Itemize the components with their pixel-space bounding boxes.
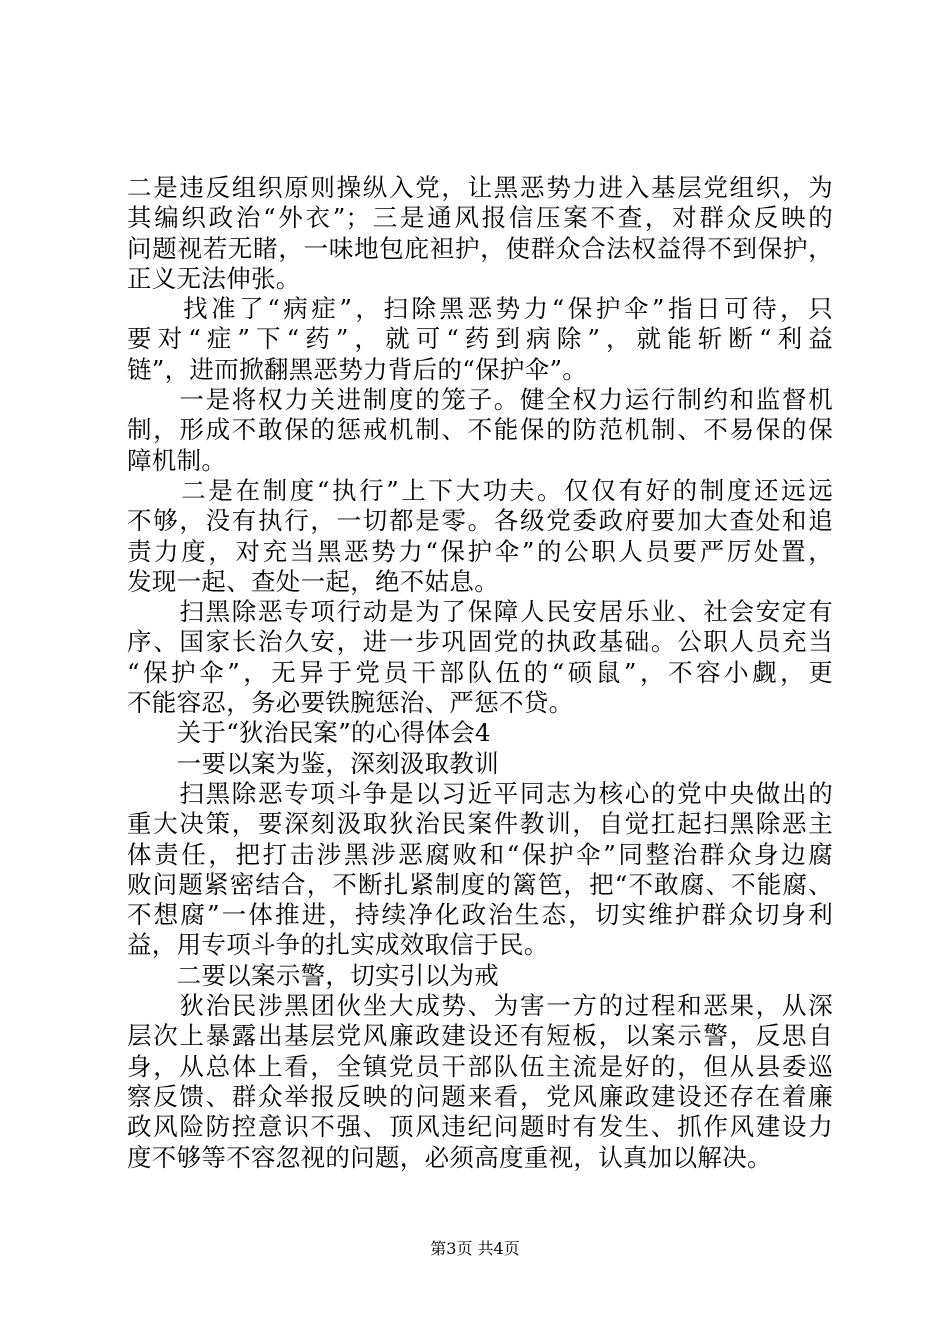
page-footer: 第3页 共4页 [430,1239,520,1258]
text-line: 身，从总体上看，全镇党员干部队伍主流是好的，但从县委巡 [127,1051,833,1081]
text-line: 政风险防控意识不强、顶风违纪问题时有发生、抓作风建设力 [127,1112,833,1142]
text-line: 其编织政治“外衣”；三是通风报信压案不查，对群众反映的 [127,203,833,233]
text-line: 二要以案示警，切实引以为戒 [127,960,499,990]
text-line: 一要以案为鉴，深刻汲取教训 [127,748,499,778]
text-line: 制，形成不敢保的惩戒机制、不能保的防范机制、不易保的保 [127,415,833,445]
text-line: 不想腐”一体推进，持续净化政治生态，切实维护群众切身利 [127,900,833,930]
text-line: 层次上暴露出基层党风廉政建设还有短板，以案示警，反思自 [127,1021,833,1051]
text-line: 序、国家长治久安，进一步巩固党的执政基础。公职人员充当 [127,627,833,657]
text-line: 体责任，把打击涉黑涉恶腐败和“保护伞”同整治群众身边腐 [127,839,833,869]
text-line: 不够，没有执行，一切都是零。各级党委政府要加大查处和追 [127,506,833,536]
text-line: 败问题紧密结合，不断扎紧制度的篱笆，把“不敢腐、不能腐、 [127,869,833,899]
text-line: 二是在制度“执行”上下大功夫。仅仅有好的制度还远远 [127,475,833,505]
text-line: 发现一起、查处一起，绝不姑息。 [127,566,499,596]
text-line: 重大决策，要深刻汲取狄治民案件教训，自觉扛起扫黑除恶主 [127,809,833,839]
text-line: 责力度，对充当黑恶势力“保护伞”的公职人员要严厉处置， [127,536,833,566]
text-line: 察反馈、群众举报反映的问题来看，党风廉政建设还存在着廉 [127,1081,833,1111]
text-line: 关于“狄治民案”的心得体会4 [127,718,491,748]
text-line: 不能容忍，务必要铁腕惩治、严惩不贷。 [127,688,574,718]
text-line: 二是违反组织原则操纵入党，让黑恶势力进入基层党组织，为 [127,173,833,202]
text-line: 扫黑除恶专项斗争是以习近平同志为核心的党中央做出的 [127,778,833,808]
text-line: 益，用专项斗争的扎实成效取信于民。 [127,930,549,960]
text-line: 问题视若无睹，一味地包庇袒护，使群众合法权益得不到保护， [127,233,833,263]
body-text [127,173,833,1173]
text-line: 要对“症”下“药”，就可“药到病除”，就能斩断“利益 [127,324,833,354]
text-line: 链”，进而掀翻黑恶势力背后的“保护伞”。 [127,354,588,384]
text-line: 度不够等不容忽视的问题，必须高度重视，认真加以解决。 [127,1142,772,1172]
text-line: 一是将权力关进制度的笼子。健全权力运行制约和监督机 [127,385,833,415]
text-line: 正义无法伸张。 [127,263,301,293]
text-line: 障机制。 [127,445,227,475]
text-line: “保护伞”，无异于党员干部队伍的“硕鼠”，不容小觑，更 [127,657,833,687]
text-line: 找准了“病症”，扫除黑恶势力“保护伞”指日可待，只 [127,294,833,324]
text-line: 狄治民涉黑团伙坐大成势、为害一方的过程和恶果，从深 [127,991,833,1021]
text-line: 扫黑除恶专项行动是为了保障人民安居乐业、社会安定有 [127,597,833,627]
